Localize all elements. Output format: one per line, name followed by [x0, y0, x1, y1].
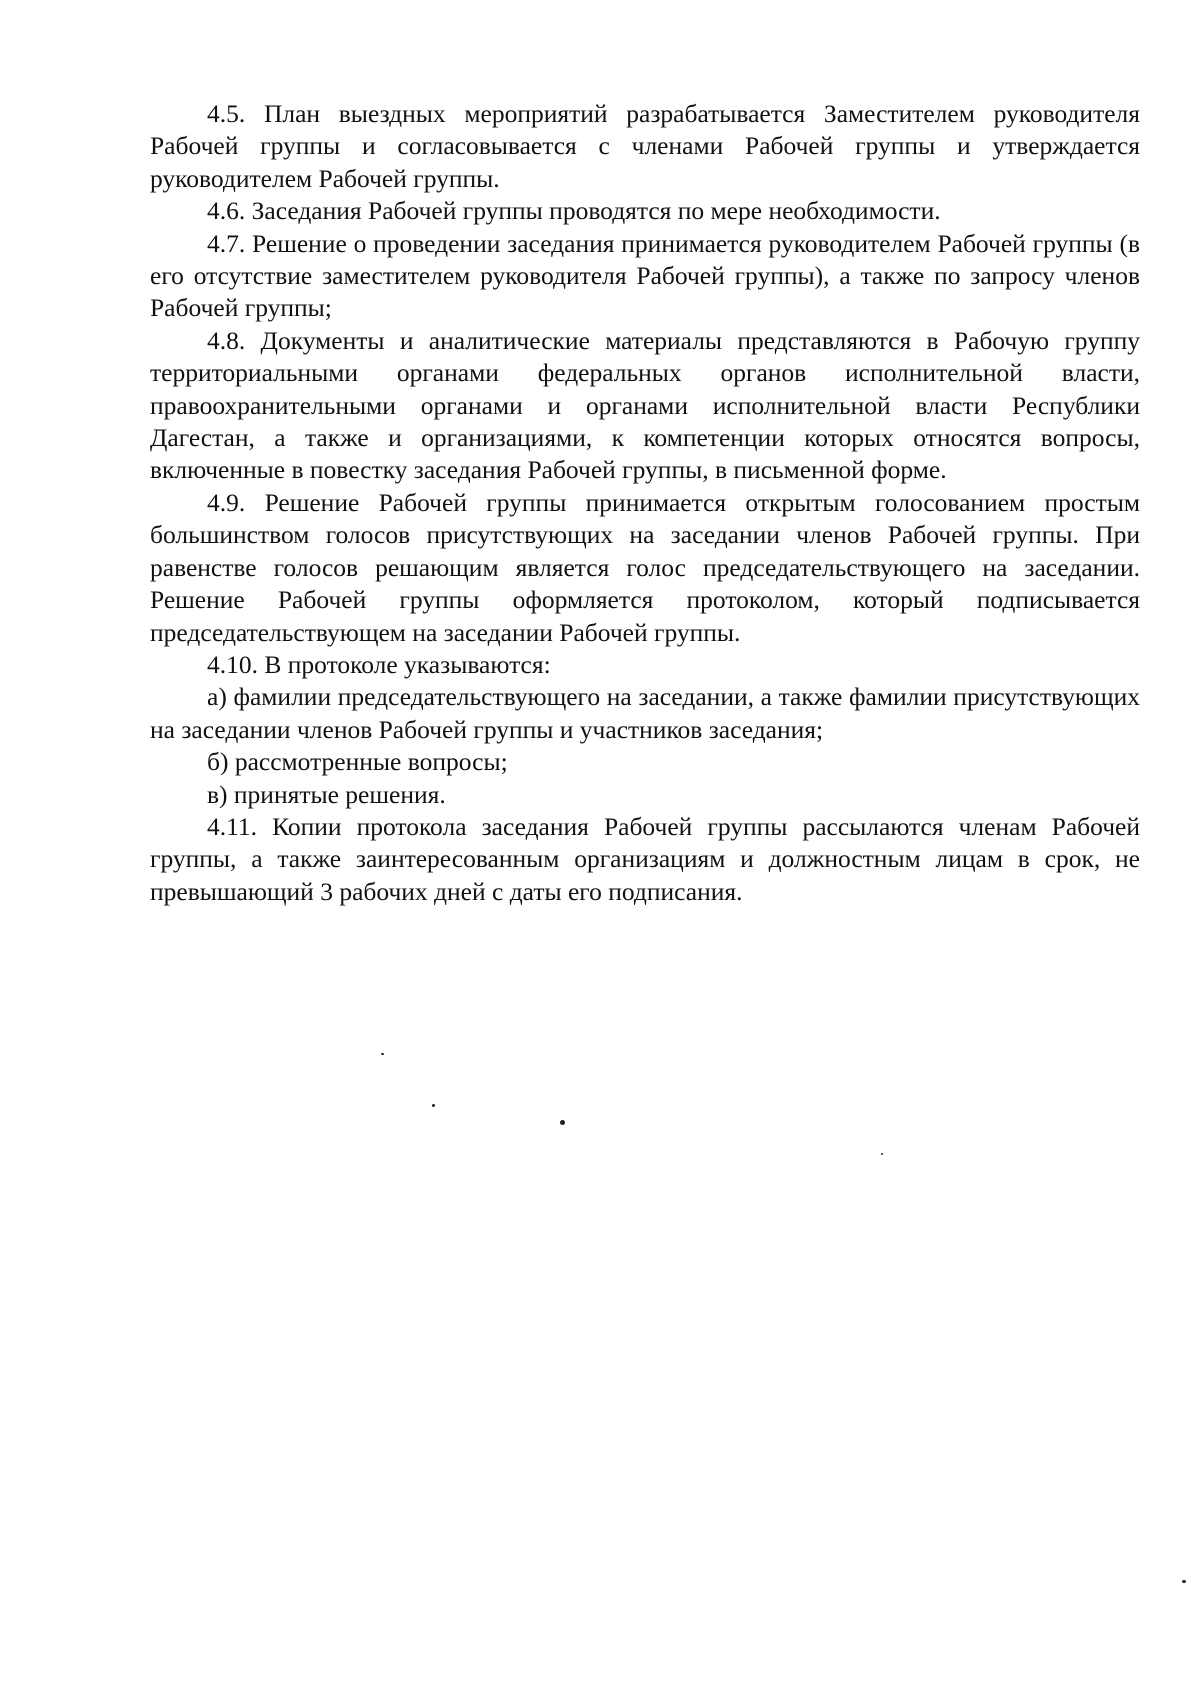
document-body: [150, 98, 1140, 908]
paragraph-4-8: 4.8. Документы и аналитические материалы представляются в Рабочую группу территориальными органами федеральных органов исполнительной власти, правоохранительными органами и органами исполнительной власти Республики Дагестан, а также и организациями, к компетенции которых относятся вопросы, включенные в повестку заседания Рабочей группы, в письменной форме.: [150, 325, 1140, 485]
scan-speck: [1182, 1580, 1186, 1583]
paragraph-4-9: 4.9. Решение Рабочей группы принимается открытым голосованием простым большинством голосов присутствующих на заседании членов Рабочей группы. При равенстве голосов решающим является голос председательствующего на заседании. Решение Рабочей группы оформляется протоколом, который подписывается председательствующем на заседании Рабочей группы.: [150, 487, 1140, 647]
scan-speck: [560, 1120, 565, 1125]
scan-speck: [432, 1104, 435, 1107]
paragraph-4-11: 4.11. Копии протокола заседания Рабочей группы рассылаются членам Рабочей группы, а также заинтересованным организациям и должностным лицам в срок, не превышающий 3 рабочих дней с даты его подписания.: [150, 811, 1140, 906]
paragraph-4-7: 4.7. Решение о проведении заседания принимается руководителем Рабочей группы (в его отсутствие заместителем руководителя Рабочей группы), а также по запросу членов Рабочей группы;: [150, 228, 1140, 323]
scan-speck: [381, 1053, 384, 1055]
paragraph-4-6: 4.6. Заседания Рабочей группы проводятся по мере необходимости.: [207, 196, 941, 226]
list-item-a: а) фамилии председательствующего на заседании, а также фамилии присутствующих на заседании членов Рабочей группы и участников заседания;: [150, 682, 1140, 744]
list-item-v: в) принятые решения.: [207, 779, 446, 809]
scan-speck: [881, 1153, 883, 1155]
paragraph-4-5: 4.5. План выездных мероприятий разрабатывается Заместителем руководителя Рабочей группы и согласовывается с членами Рабочей группы и утверждается руководителем Рабочей группы.: [150, 99, 1140, 193]
list-item-b: б) рассмотренные вопросы;: [207, 747, 508, 777]
paragraph-4-10: 4.10. В протоколе указываются:: [207, 649, 551, 679]
